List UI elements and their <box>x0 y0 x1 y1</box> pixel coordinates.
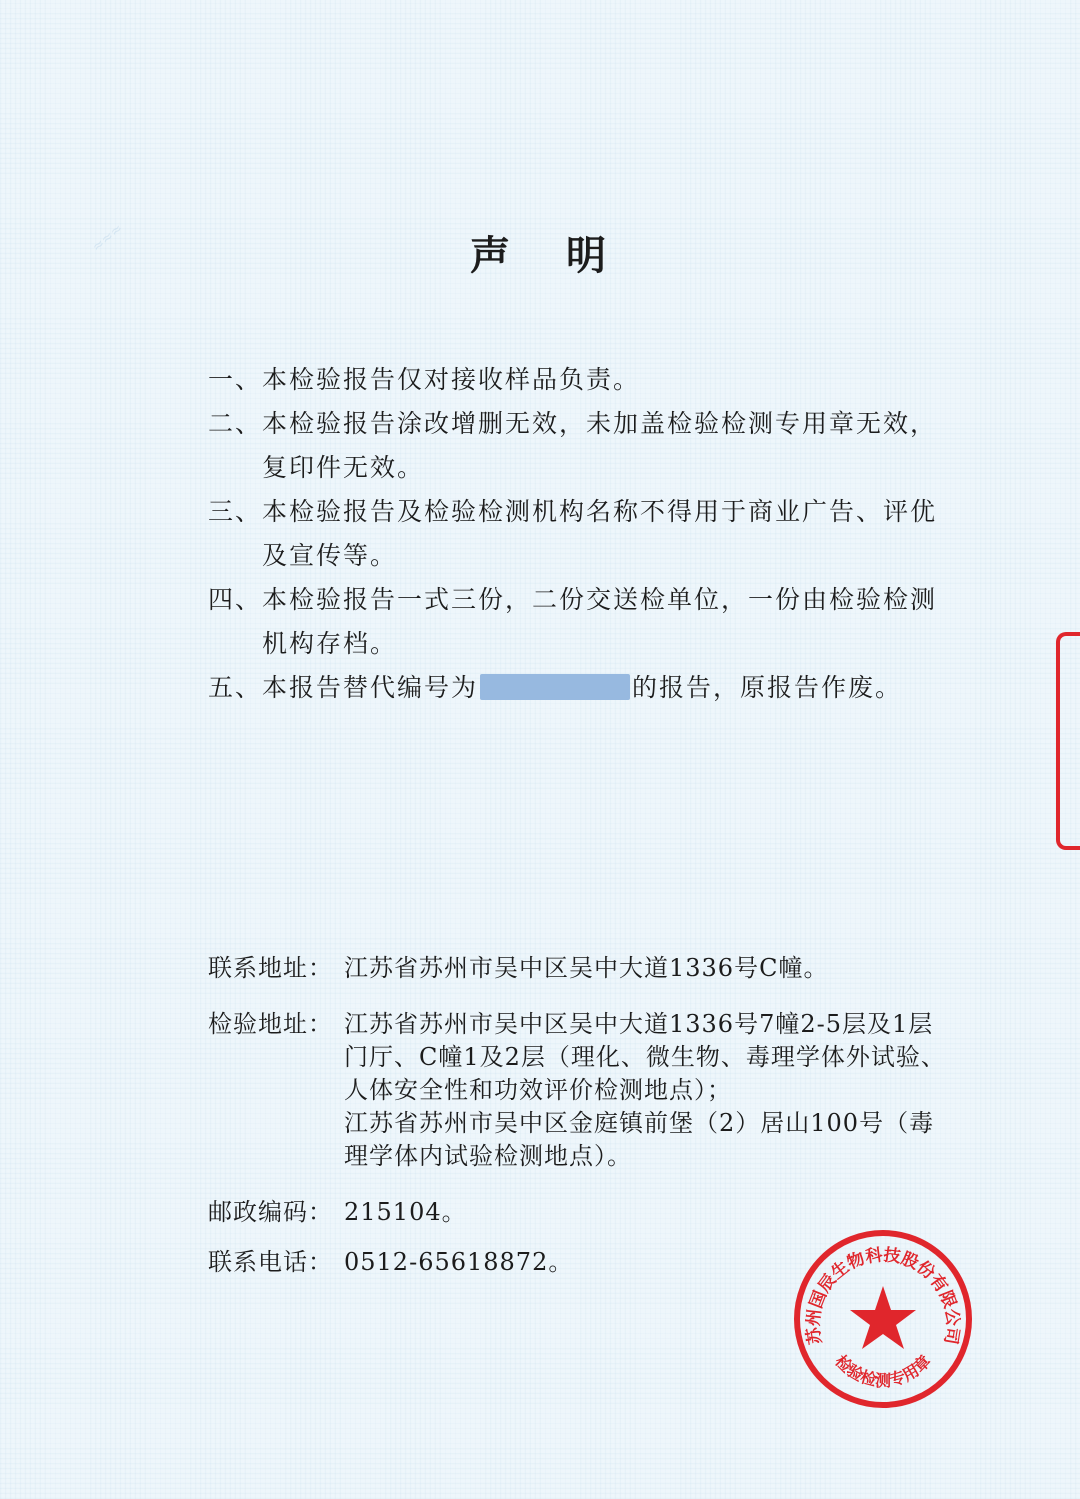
lab-address-value <box>344 1008 948 1173</box>
clause-list <box>208 358 948 710</box>
lab-address-line-2: 江苏省苏州市吴中区金庭镇前堡（2）居山100号（毒理学体内试验检测地点）。 <box>344 1109 935 1170</box>
clause-text-after: 的报告，原报告作废。 <box>632 673 903 702</box>
page-title <box>0 224 1080 281</box>
clause-4 <box>208 578 948 666</box>
clause-number: 五、 <box>208 673 263 702</box>
clause-number: 二、 <box>208 409 263 438</box>
postcode-value: 215104。 <box>344 1198 467 1226</box>
phone-label: 联系电话： <box>208 1248 333 1276</box>
title-char-2: 明 <box>566 233 610 279</box>
clause-2 <box>208 402 948 490</box>
clause-text-before: 本报告替代编号为 <box>262 673 479 702</box>
title-char-1: 声 <box>470 233 514 279</box>
clause-number: 一、 <box>208 365 263 394</box>
clause-text: 本检验报告涂改增删无效，未加盖检验检测专用章无效，复印件无效。 <box>262 409 938 482</box>
seal-star-icon <box>850 1286 916 1349</box>
clause-5 <box>208 666 948 710</box>
redacted-report-number <box>480 674 630 700</box>
official-seal <box>790 1226 976 1412</box>
clause-number: 三、 <box>208 497 263 526</box>
clause-number: 四、 <box>208 585 263 614</box>
phone-value: 0512-65618872。 <box>344 1248 574 1276</box>
contact-address-row <box>208 952 948 985</box>
clause-text: 本检验报告仅对接收样品负责。 <box>262 365 641 394</box>
seal-org-text: 苏州国辰生物科技股份有限公司 <box>803 1245 963 1346</box>
contact-address-label: 联系地址： <box>208 954 333 982</box>
lab-address-label: 检验地址： <box>208 1010 333 1038</box>
clause-3 <box>208 490 948 578</box>
clause-1 <box>208 358 948 402</box>
clause-text: 本检验报告一式三份，二份交送检单位，一份由检验检测机构存档。 <box>262 585 938 658</box>
postcode-label: 邮政编码： <box>208 1198 333 1226</box>
seal-purpose-text: 检验检测专用章 <box>831 1351 935 1390</box>
seam-stamp-edge <box>1056 632 1080 850</box>
postcode-row <box>208 1196 948 1229</box>
clause-text <box>262 666 948 710</box>
clause-text: 本检验报告及检验检测机构名称不得用于商业广告、评优及宣传等。 <box>262 497 938 570</box>
lab-address-row <box>208 1008 948 1173</box>
watermark: ≈≈≈ <box>88 220 127 256</box>
lab-address-line-1: 江苏省苏州市吴中区吴中大道1336号7幢2-5层及1层门厅、C幢1及2层（理化、微生物、毒理学体外试验、人体安全性和功效评价检测地点）； <box>344 1010 946 1104</box>
contact-address-value: 江苏省苏州市吴中区吴中大道1336号C幢。 <box>344 954 829 982</box>
